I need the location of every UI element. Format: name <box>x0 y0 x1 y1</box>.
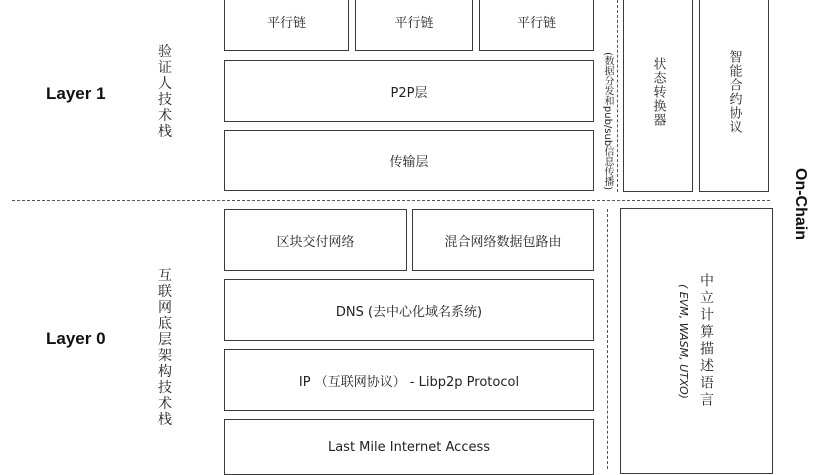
transport-layer-box <box>224 130 594 191</box>
dns-box <box>224 279 594 341</box>
parallel-chain-box-3 <box>479 0 594 51</box>
onchain-label: On-Chain <box>792 168 809 240</box>
last-mile-label: Last Mile Internet Access <box>327 439 491 455</box>
neutral-computation-language-box <box>620 208 773 474</box>
parallel-chain-box-1 <box>224 0 349 51</box>
parallel-chain-label: 平行链 <box>516 16 556 31</box>
side-note-data-distribution: (数据分发和pub/sub信息传播) <box>602 52 613 191</box>
layer1-label: Layer 1 <box>46 84 106 103</box>
ip-protocol-box <box>224 349 594 411</box>
smart-contract-box <box>699 0 769 192</box>
dns-label: DNS (去中心化域名系统) <box>335 304 483 320</box>
state-transition-box <box>623 0 693 192</box>
layer0-side-divider <box>607 209 608 469</box>
layer0-stack-label: 互联网底层架构技术栈 <box>158 268 172 428</box>
neutral-language-subtitle: ( EVM, WASM, UTXO) <box>677 283 690 399</box>
block-exchange-label: 区块交付网络 <box>276 234 355 250</box>
p2p-layer-label: P2P层 <box>390 85 428 101</box>
layer1-side-divider <box>617 0 618 192</box>
block-exchange-box <box>224 209 407 271</box>
parallel-chain-label: 平行链 <box>266 16 306 31</box>
neutral-language-title: 中立计算描述语言 <box>698 273 714 409</box>
mixnet-routing-label: 混合网络数据包路由 <box>444 234 562 250</box>
layer0-label: Layer 0 <box>46 329 106 348</box>
parallel-chain-box-2 <box>355 0 473 51</box>
layer-divider <box>12 200 770 201</box>
parallel-chain-label: 平行链 <box>394 16 434 31</box>
smart-contract-label: 智能合约协议 <box>726 50 742 134</box>
layer1-stack-label: 验证人技术栈 <box>158 44 172 140</box>
p2p-layer-box <box>224 60 594 122</box>
ip-protocol-label: IP （互联网协议） - Libp2p Protocol <box>298 374 520 390</box>
last-mile-box <box>224 419 594 475</box>
state-transition-label: 状态转换器 <box>650 57 666 127</box>
mixnet-routing-box <box>412 209 594 271</box>
transport-layer-label: 传输层 <box>389 155 429 170</box>
